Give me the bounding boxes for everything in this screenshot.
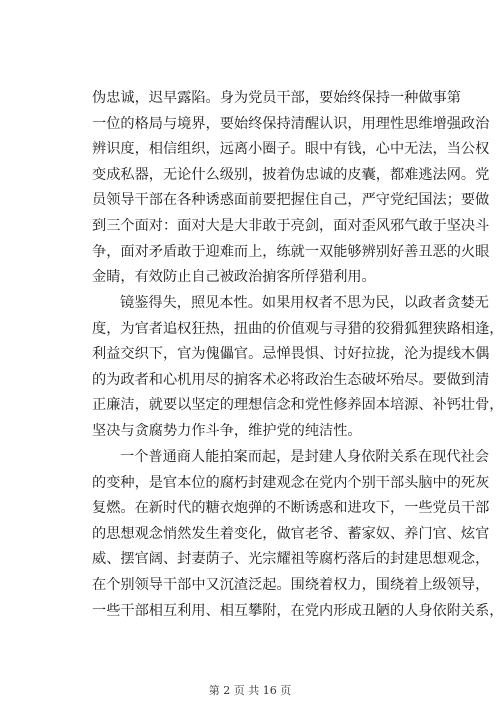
text-line: 伪忠诚，迟早露陷。身为党员干部，要始终保持一种做事第	[92, 90, 461, 106]
text-line: 的变种，是官本位的腐朽封建观念在党内个别干部头脑中的死灰	[92, 474, 490, 491]
text-line: 威、摆官阔、封妻荫子、光宗耀祖等腐朽落后的封建思想观念，	[92, 551, 490, 568]
text-line: 一个普通商人能拍案而起，是封建人身依附关系在现代社会	[120, 449, 489, 465]
text-line: 在个别领导干部中又沉渣泛起。围绕着权力，围绕着上级领导，	[92, 576, 490, 593]
paragraph-2	[92, 291, 503, 445]
text-line: 一位的格局与境界，要始终保持清醒认识，用理性思维增强政治	[92, 115, 490, 132]
page-number: 第 2 页 共 16 页	[208, 684, 292, 697]
text-line: 争，面对矛盾敢于迎难而上，练就一双能够辨别好善丑恶的火眼	[92, 243, 490, 260]
text-line: 的为政者和心机用尽的掮客术必将政治生态破坏殆尽。要做到清	[92, 371, 490, 388]
text-line: 金睛，有效防止自己被政治掮客所俘猎利用。	[92, 269, 376, 286]
text-line: 辨识度，相信组织，远离小圈子。眼中有钱，心中无法，当公权	[92, 141, 490, 158]
text-line: 员领导干部在各种诱惑面前要把握住自己，严守党纪国法；要做	[92, 192, 490, 209]
text-line: 利益交织下，官为傀儡官。忌惮畏惧、讨好拉拢，沦为提线木偶	[92, 346, 490, 363]
text-line: 到三个面对：面对大是大非敢于亮剑，面对歪风邪气敢于坚决斗	[92, 217, 490, 234]
text-line: 坚决与贪腐势力作斗争，维护党的纯洁性。	[92, 422, 362, 439]
paragraph-1	[92, 86, 490, 291]
text-line: 复燃。在新时代的糖衣炮弹的不断诱惑和进攻下，一些党员干部	[92, 500, 490, 517]
paragraph-3	[92, 445, 503, 624]
text-line: 的思想观念悄然发生着变化，做官老爷、蓄家奴、养门官、炫官	[92, 525, 490, 542]
text-line: 度，为官者追权狂热，扭曲的价值观与寻猎的狡猾狐狸狭路相逢，	[92, 320, 503, 337]
text-line: 一些干部相互利用、相互攀附，在党内形成丑陋的人身依附关系，	[92, 602, 503, 619]
text-line: 正廉洁，就要以坚定的理想信念和党性修养固本培源、补钙壮骨，	[92, 397, 503, 414]
page-footer	[0, 682, 500, 698]
text-line: 镜鉴得失，照见本性。如果用权者不思为民，以政者贪婪无	[120, 295, 489, 311]
text-line: 变成私器，无论什么级别，披着伪忠诚的皮囊，都难逃法网。党	[92, 166, 490, 183]
